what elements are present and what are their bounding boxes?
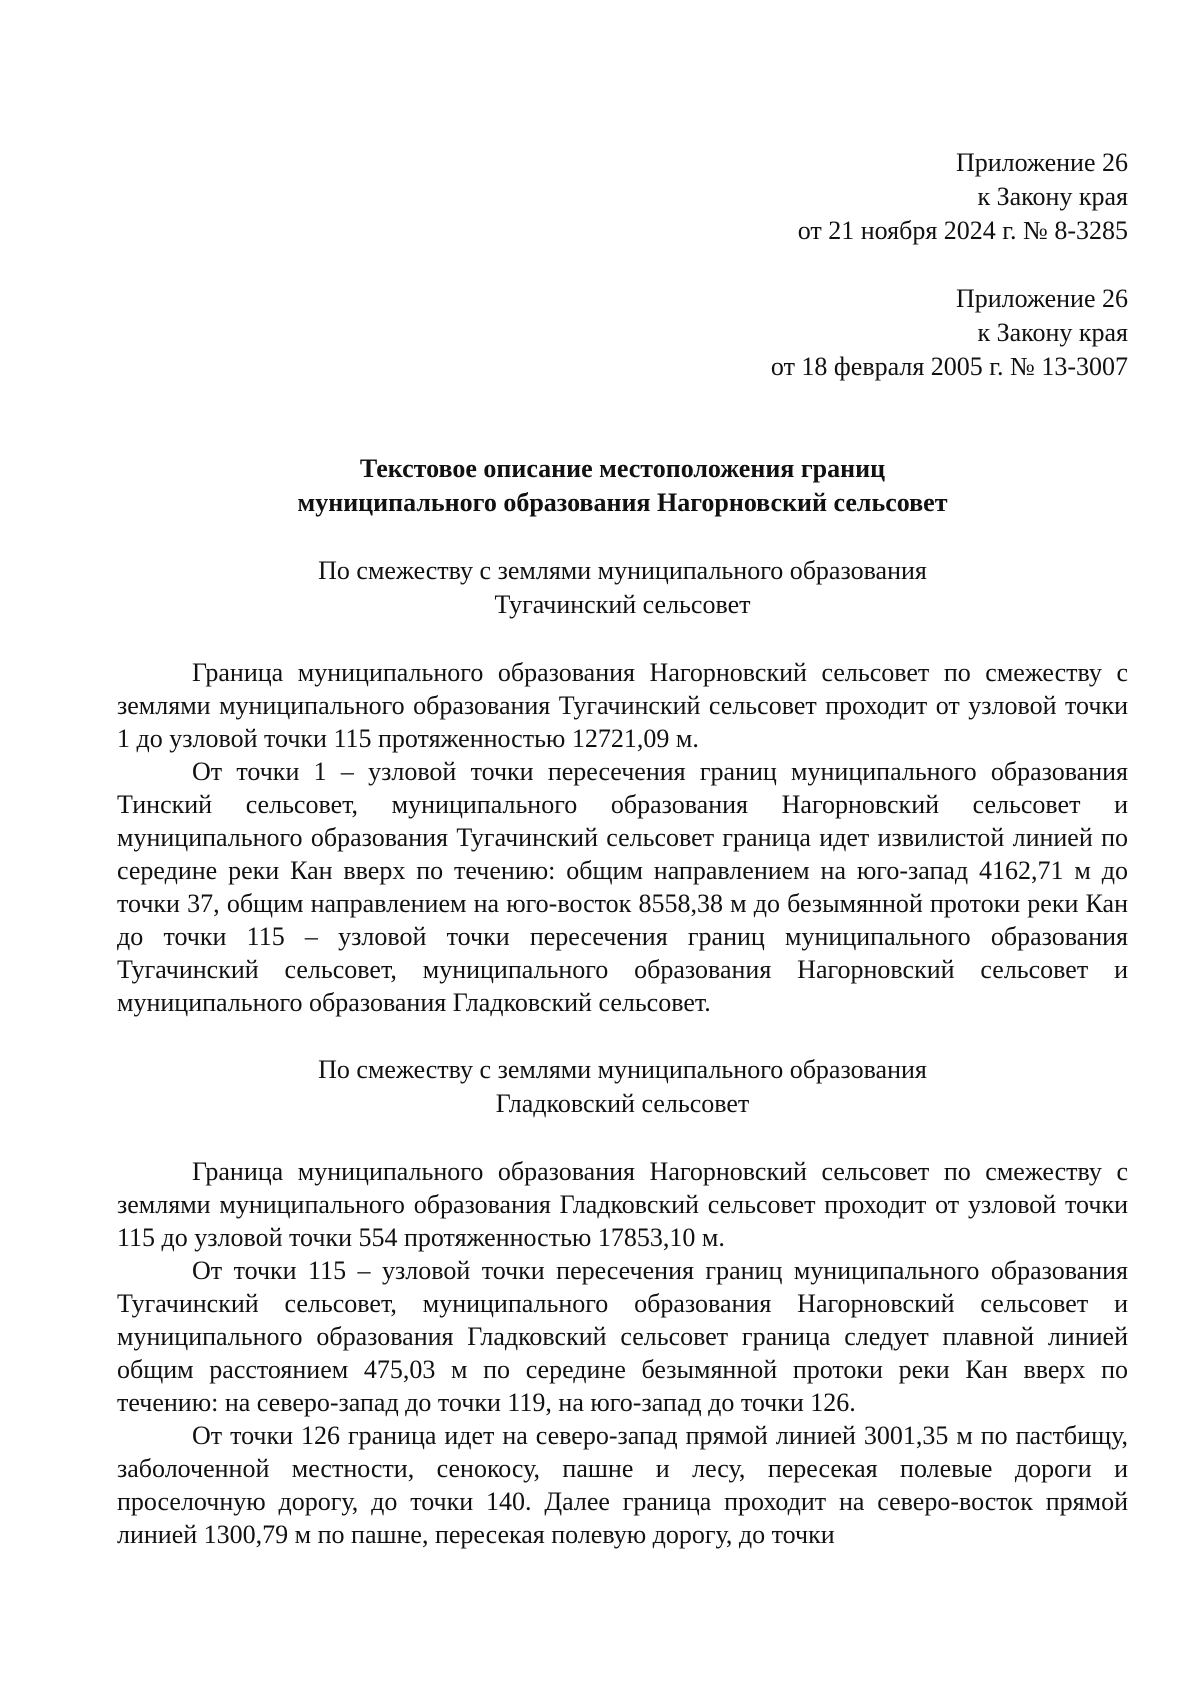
section-heading-line: По смежеству с землями муниципального образования <box>318 556 927 585</box>
appendix-number: Приложение 26 <box>955 284 1128 313</box>
section-heading-line: Гладковский сельсовет <box>495 1089 750 1118</box>
paragraph: От точки 126 граница идет на северо-запад прямой линией 3001,35 м по пастбищу, заболоченной местности, сенокосу, пашне и лесу, пересекая полевые дороги и проселочную дорогу, до точки 140. Далее граница проходит на северо-восток прямой линией 1300,79 м по пашне, пересекая полевую дорогу, до точки <box>117 1421 1128 1549</box>
section-heading-gladkovsky <box>117 1053 1128 1121</box>
document-title-line: Текстовое описание местоположения границ <box>359 454 886 483</box>
document-content <box>117 146 1128 1551</box>
section-heading-line: По смежеству с землями муниципального образования <box>318 1055 927 1084</box>
appendix-law-ref: к Закону края <box>977 318 1128 347</box>
appendix-header-original <box>117 282 1128 384</box>
paragraph: От точки 115 – узловой точки пересечения границ муниципального образования Тугачинский сельсовет, муниципального образования Нагорновский сельсовет и муниципального образования Гладковский сельсовет граница следует плавной линией общим расстоянием 475,03 м по середине безымянной протоки реки Кан вверх по течению: на северо-запад до точки 119, на юго-запад до точки 126. <box>117 1256 1128 1417</box>
document-title-line: муниципального образования Нагорновский сельсовет <box>297 488 948 517</box>
section-heading-tugachinsky <box>117 554 1128 622</box>
section-heading-line: Тугачинский сельсовет <box>494 590 751 619</box>
appendix-law-date: от 18 февраля 2005 г. № 13-3007 <box>770 352 1128 381</box>
paragraph: От точки 1 – узловой точки пересечения границ муниципального образования Тинский сельсовет, муниципального образования Нагорновский сельсовет и муниципального образования Тугачинский сельсовет граница идет извилистой линией по середине реки Кан вверх по течению: общим направлением на юго-запад 4162,71 м до точки 37, общим направлением на юго-восток 8558,38 м до безымянной протоки реки Кан до точки 115 – узловой точки пересечения границ муниципального образования Тугачинский сельсовет, муниципального образования Нагорновский сельсовет и муниципального образования Гладковский сельсовет. <box>117 757 1128 1017</box>
appendix-law-ref: к Закону края <box>977 182 1128 211</box>
appendix-law-date: от 21 ноября 2024 г. № 8-3285 <box>797 216 1128 245</box>
paragraph: Граница муниципального образования Нагорновский сельсовет по смежеству с землями муниципального образования Гладковский сельсовет проходит от узловой точки 115 до узловой точки 554 протяженностью 17853,10 м. <box>117 1157 1128 1252</box>
appendix-number: Приложение 26 <box>955 148 1128 177</box>
paragraph: Граница муниципального образования Нагорновский сельсовет по смежеству с землями муниципального образования Тугачинский сельсовет проходит от узловой точки 1 до узловой точки 115 протяженностью 12721,09 м. <box>117 658 1128 753</box>
document-title <box>117 452 1128 520</box>
appendix-header-current <box>117 146 1128 248</box>
